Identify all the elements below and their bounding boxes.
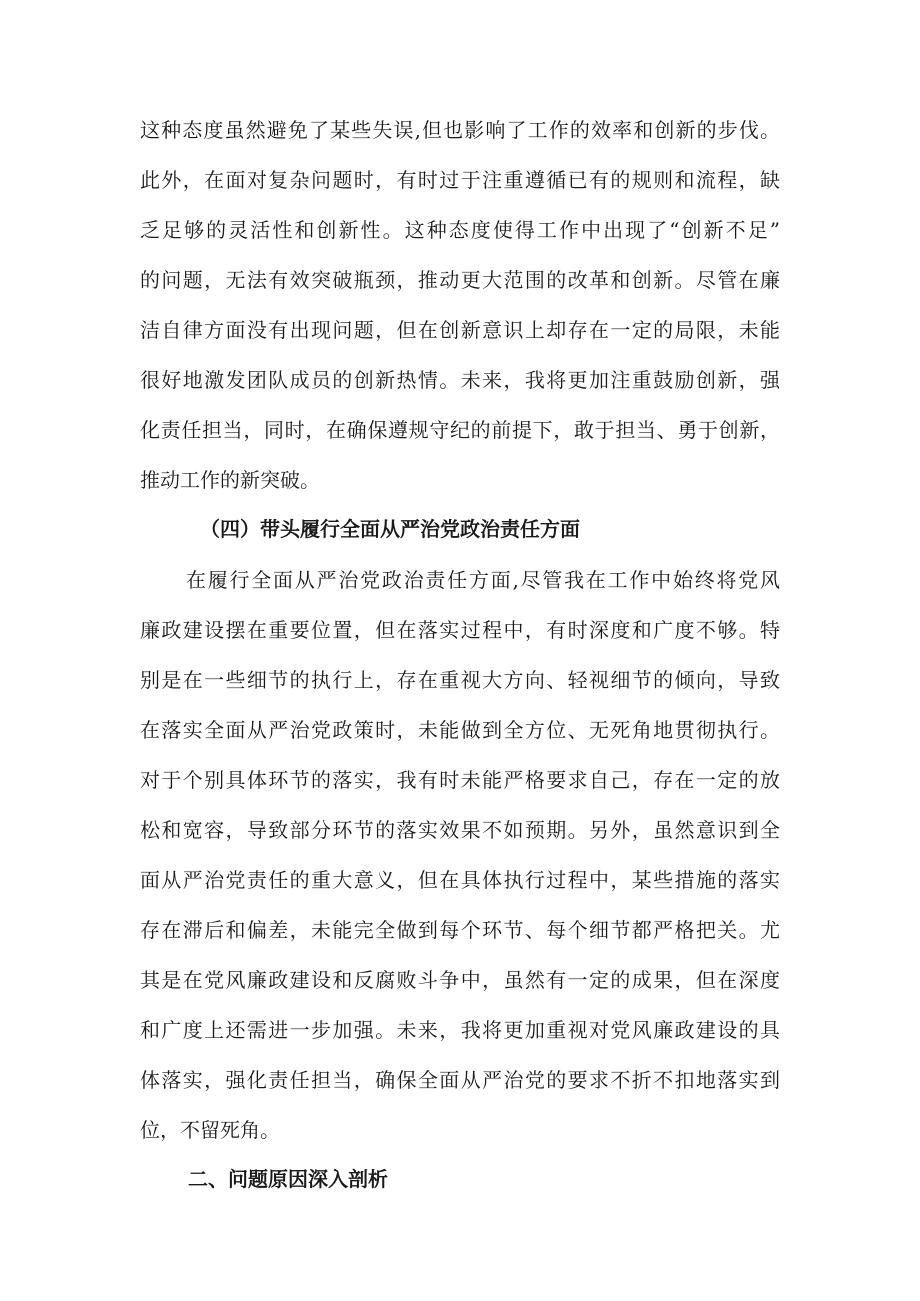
text-line: 对于个别具体环节的落实，我有时未能严格要求自己，存在一定的放 (140, 768, 780, 792)
text-line: 体落实，强化责任担当，确保全面从严治党的要求不折不扣地落实到 (140, 1068, 780, 1092)
text-line: 廉政建设摆在重要位置，但在落实过程中，有时深度和广度不够。特 (140, 618, 780, 642)
text-line: 位，不留死角。 (140, 1118, 280, 1142)
text-line: 这种态度虽然避免了某些失误,但也影响了工作的效率和创新的步伐。 (140, 118, 780, 142)
text-line: 的问题，无法有效突破瓶颈，推动更大范围的改革和创新。尽管在廉 (140, 268, 780, 292)
text-line: 面从严治党责任的重大意义，但在具体执行过程中，某些措施的落实 (140, 868, 780, 892)
text-line: 洁自律方面没有出现问题，但在创新意识上却存在一定的局限，未能 (140, 318, 780, 342)
text-line: 其是在党风廉政建设和反腐败斗争中，虽然有一定的成果，但在深度 (140, 968, 780, 992)
text-line: 在履行全面从严治党政治责任方面,尽管我在工作中始终将党风 (186, 568, 780, 592)
text-line: 化责任担当，同时，在确保遵规守纪的前提下，敢于担当、勇于创新， (140, 418, 780, 442)
text-line: 和广度上还需进一步加强。未来，我将更加重视对党风廉政建设的具 (140, 1018, 780, 1042)
text-line: 松和宽容，导致部分环节的落实效果不如预期。另外，虽然意识到全 (140, 818, 780, 842)
text-line: 此外，在面对复杂问题时，有时过于注重遵循已有的规则和流程，缺 (140, 168, 780, 192)
text-line: 在落实全面从严治党政策时，未能做到全方位、无死角地贯彻执行。 (140, 718, 780, 742)
section-heading-root-cause: 二、问题原因深入剖析 (188, 1167, 388, 1191)
text-line: 存在滞后和偏差，未能完全做到每个环节、每个细节都严格把关。尤 (140, 918, 780, 942)
text-line: 乏足够的灵活性和创新性。这种态度使得工作中出现了“创新不足” (140, 218, 780, 242)
text-line: 推动工作的新突破。 (140, 468, 320, 492)
subheading-party-governance: （四）带头履行全面从严治党政治责任方面 (200, 517, 580, 541)
text-line: 别是在一些细节的执行上，存在重视大方向、轻视细节的倾向，导致 (140, 668, 780, 692)
text-line: 很好地激发团队成员的创新热情。未来，我将更加注重鼓励创新，强 (140, 368, 780, 392)
